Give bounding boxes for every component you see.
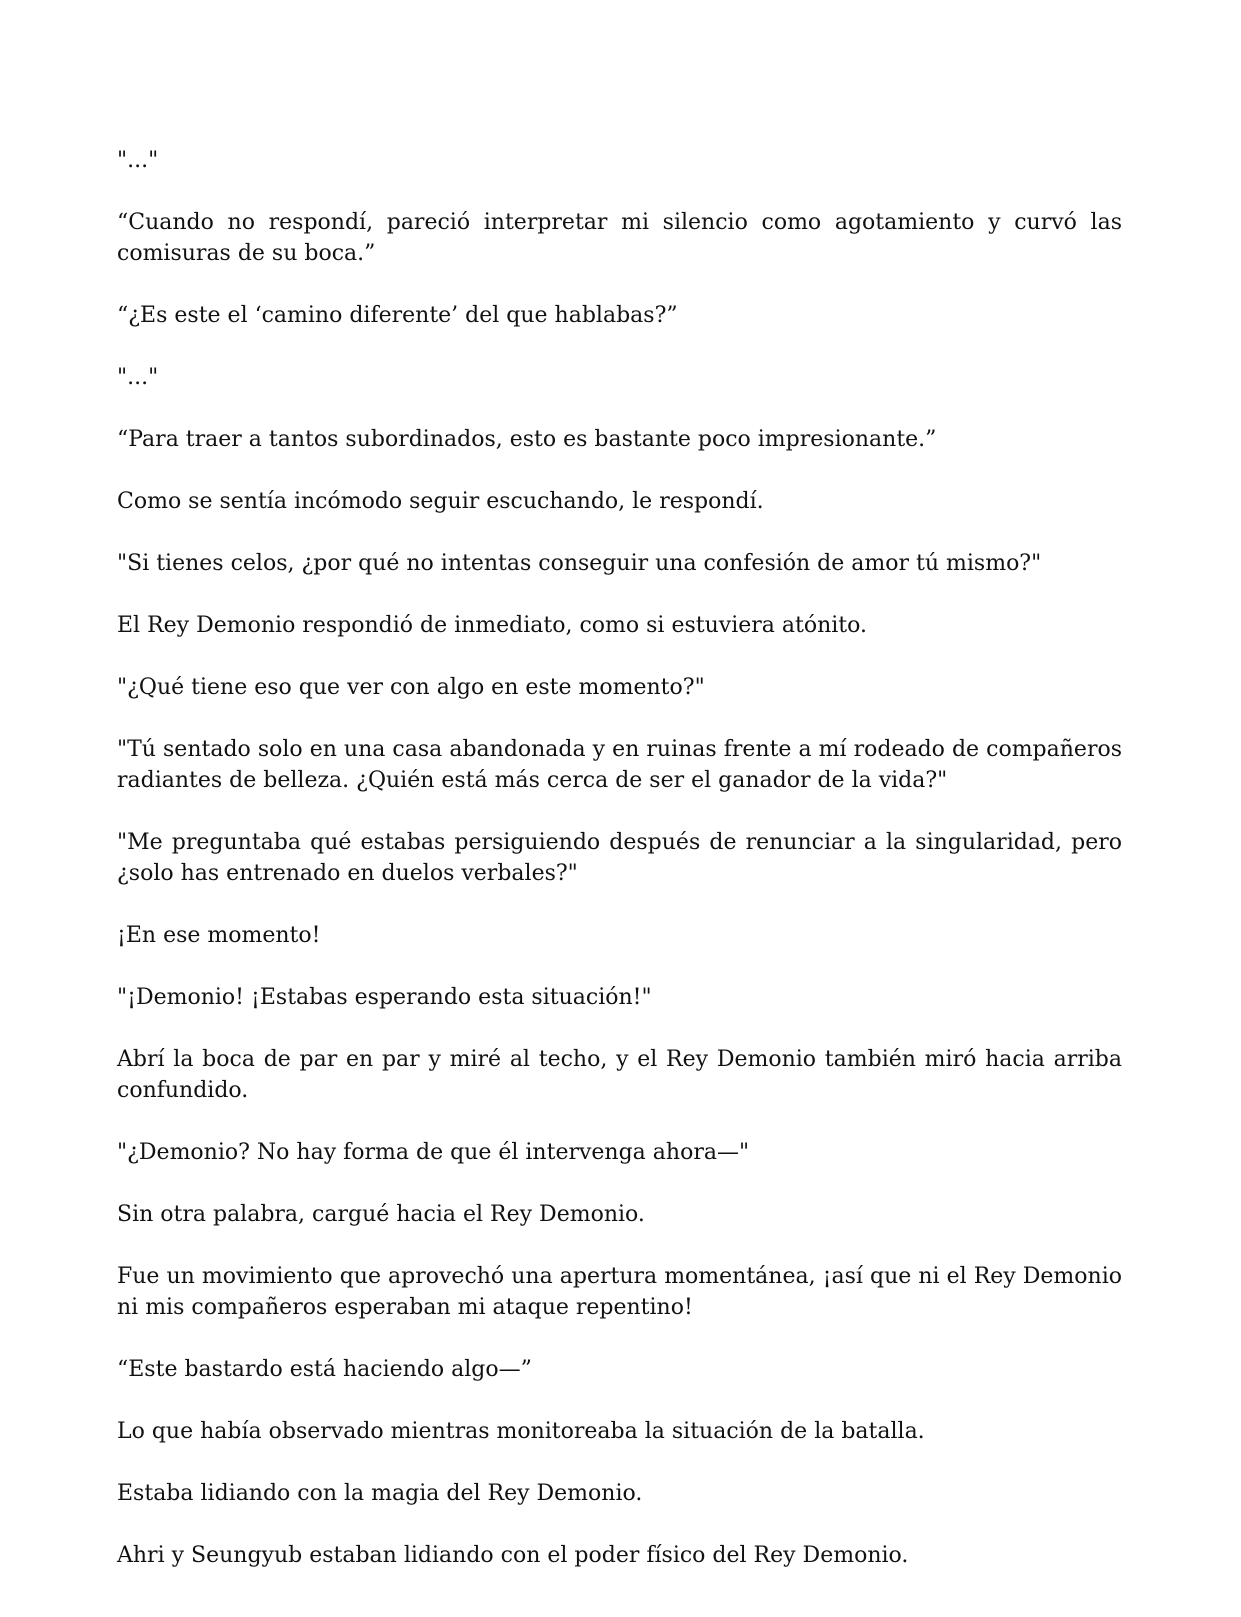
paragraph: “Este bastardo está haciendo algo—” (117, 1357, 532, 1382)
paragraph: "Tú sentado solo en una casa abandonada y en ruinas frente a mí rodeado de compañeros radiantes de belleza. ¿Quién está más cerca de ser el ganador de la vida?" (117, 737, 1122, 793)
paragraph: Sin otra palabra, cargué hacia el Rey Demonio. (117, 1202, 645, 1227)
body-text (117, 145, 1122, 1571)
paragraph: El Rey Demonio respondió de inmediato, como si estuviera atónito. (117, 613, 867, 638)
paragraph: Como se sentía incómodo seguir escuchando, le respondí. (117, 489, 764, 514)
paragraph: Fue un movimiento que aprovechó una apertura momentánea, ¡así que ni el Rey Demonio ni mis compañeros esperaban mi ataque repentino! (117, 1264, 1122, 1320)
paragraph: ¡En ese momento! (117, 923, 321, 948)
paragraph: "..." (117, 365, 159, 390)
paragraph: Estaba lidiando con la magia del Rey Demonio. (117, 1481, 643, 1506)
paragraph: “¿Es este el ‘camino diferente’ del que hablabas?” (117, 303, 678, 328)
paragraph: “Para traer a tantos subordinados, esto es bastante poco impresionante.” (117, 427, 937, 452)
paragraph: "Si tienes celos, ¿por qué no intentas conseguir una confesión de amor tú mismo?" (117, 551, 1042, 576)
paragraph: "¿Qué tiene eso que ver con algo en este momento?" (117, 675, 705, 700)
paragraph: "¿Demonio? No hay forma de que él intervenga ahora—" (117, 1140, 750, 1165)
paragraph: "¡Demonio! ¡Estabas esperando esta situación!" (117, 985, 652, 1010)
paragraph: Ahri y Seungyub estaban lidiando con el poder físico del Rey Demonio. (117, 1543, 909, 1568)
paragraph: Abrí la boca de par en par y miré al techo, y el Rey Demonio también miró hacia arriba confundido. (117, 1047, 1122, 1103)
paragraph: “Cuando no respondí, pareció interpretar mi silencio como agotamiento y curvó las comisuras de su boca.” (117, 210, 1122, 266)
paragraph: "..." (117, 148, 159, 173)
paragraph: Lo que había observado mientras monitoreaba la situación de la batalla. (117, 1419, 925, 1444)
paragraph: "Me preguntaba qué estabas persiguiendo después de renunciar a la singularidad, pero ¿solo has entrenado en duelos verbales?" (117, 830, 1122, 886)
